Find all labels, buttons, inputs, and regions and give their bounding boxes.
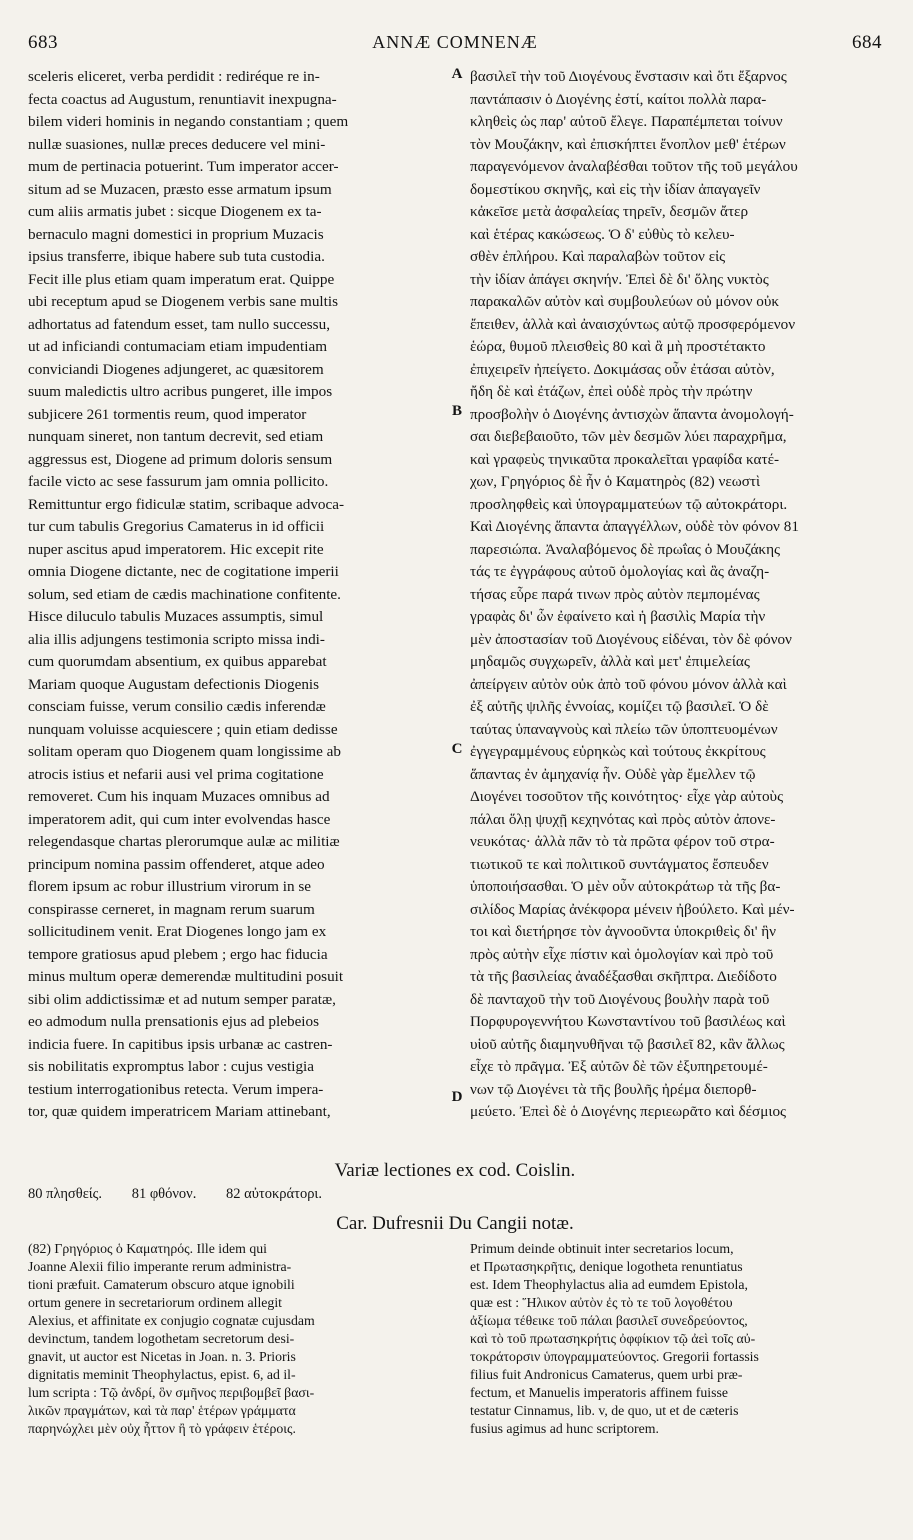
latin-text-line: bilem videri hominis in negando constantiam ; quem — [28, 113, 349, 130]
latin-text-line: Fecit ille plus etiam quam imperatum erat. Quippe — [28, 270, 335, 288]
latin-text-line: suum maledictis ultro acribus pungeret, ille impos — [28, 383, 333, 400]
note-line: Primum deinde obtinuit inter secretarios locum, — [470, 1241, 734, 1256]
greek-text-column — [470, 66, 882, 1156]
note-line: tioni præfuit. Camaterum obscuro atque ignobili — [28, 1277, 295, 1292]
greek-text-line: σαι διεβεβαιοῦτο, τῶν μὲν δεσμῶν λύει παραχρῆμα, — [470, 428, 787, 445]
section-marker-b: B — [451, 403, 462, 419]
greek-text-line: νων τῷ Διογένει τὰ τῆς βουλῆς ἠρέμα διεπορθ- — [470, 1080, 757, 1098]
greek-text-line: κἀκεῖσε μετὰ ἀσφαλείας τηρεῖν, δεσμῶν ἄτερ — [470, 203, 749, 220]
greek-text-line: Καὶ Διογένης ἅπαντα ἀπαγγέλλων, οὐδὲ τὸν φόνον 81 — [470, 518, 799, 535]
greek-text-line: ἀπείργειν αὐτὸν οὐκ ἀπὸ τοῦ φόνου μόνον ἀλλὰ καὶ — [470, 675, 787, 693]
latin-text-line: removeret. Cum his inquam Muzaces omnibus ad — [28, 788, 330, 805]
latin-text-line: cum aliis armatis jubet : sicque Diogenem ex ta- — [28, 203, 322, 220]
note-line: et Πρωτασηκρῆτις, denique logotheta renuntiatus — [470, 1259, 743, 1274]
latin-text-line: imperatorem adit, qui cum inter evolvendas hasce — [28, 810, 331, 828]
greek-text-line: παραγενόμενον ἀναλαβέσθαι τοῦτον τῆς τοῦ μεγάλου — [470, 158, 798, 175]
page-number-right: 684 — [851, 32, 882, 53]
greek-text-line: βασιλεῖ τὴν τοῦ Διογένους ἔνστασιν καὶ ὅτι ἔξαρνος — [470, 68, 787, 85]
latin-text-line: aggressus est, Diogene ad primum doloris sensum — [28, 450, 333, 468]
latin-text-line: bernaculo magni domestici in proprium Muzacis — [28, 225, 324, 243]
greek-text-line: νευκότας· ἀλλὰ πᾶν τὸ τὰ πρῶτα φέρον τοῦ στρα- — [470, 833, 775, 850]
latin-text-line: atrocis istius et nefarii ausi vel prima cogitatione — [28, 765, 324, 783]
latin-text-line: indicia fuere. In capitibus ipsis urbanæ ac castren- — [28, 1035, 333, 1053]
latin-text-line: nunquam sineret, non tantum decrevit, sed etiam — [28, 428, 324, 445]
note-line: (82) Γρηγόριος ὁ Καματηρός. Ille idem qui — [28, 1241, 267, 1256]
greek-text-line: καὶ γραφεὺς τηνικαῦτα προκαλεῖται γραφίδα κατέ- — [470, 450, 780, 468]
latin-text-line: solum, sed etiam de cædis machinatione confitente. — [28, 585, 341, 603]
note-line: ortum genere in secretariorum ordinem allegit — [28, 1295, 282, 1310]
greek-text-line: τοι καὶ διετήρησε τὸν ἀγνοοῦντα ὑποκριθεὶς δι' ἣν — [470, 923, 777, 940]
notes-left-column — [28, 1240, 448, 1480]
latin-text-line: relegendasque chartas plerorumque aulæ ac militiæ — [28, 833, 340, 850]
note-line: καὶ τὸ τοῦ πρωτασηκρήτις ὀφφίκιον τῷ ἀεὶ τοῖς αὐ- — [470, 1331, 756, 1346]
latin-text-line: solitam operam quo Diogenem quam longissime ab — [28, 743, 341, 760]
running-title: ANNÆ COMNENÆ — [372, 32, 538, 52]
greek-text-line: ὑποποιήσασθαι. Ὁ μὲν οὖν αὐτοκράτωρ τὰ τῆς βα- — [470, 878, 781, 895]
latin-text-line: Remittuntur ergo fidiculæ statim, scribaque advoca- — [28, 495, 345, 513]
latin-text-line: nunquam voluisse acquiescere ; quin etiam dedisse — [28, 720, 338, 738]
latin-text-line: sollicitudinem venit. Erat Diogenes longo jam ex — [28, 923, 327, 940]
greek-text-line: προσληφθεὶς καὶ ὑπογραμματεύων τῷ αὐτοκράτορι. — [470, 495, 788, 513]
greek-text-line: τιωτικοῦ τε καὶ πολιτικοῦ συντάγματος ἔσπευδεν — [470, 855, 769, 873]
note-line: Alexius, et affinitate ex conjugio cognatæ cujusdam — [28, 1313, 315, 1328]
greek-text-line: ἐξ αὐτῆς ψιλῆς ἐννοίας, κομίζει τῷ βασιλεῖ. Ὁ δὲ — [470, 698, 769, 715]
greek-text-line: τὸν Μουζάκην, καὶ ἐπισκήπτει ἔνοπλον μεθ' ἑτέρων — [470, 135, 786, 153]
latin-text-line: testium interrogationibus retecta. Verum impera- — [28, 1080, 324, 1098]
latin-text-line: ubi receptum apud se Diogenem verbis sane multis — [28, 293, 339, 310]
latin-text-line: subjicere 261 tormentis reum, quod imperator — [28, 405, 307, 423]
note-line: λικῶν πραγμάτων, καὶ τὰ παρ' ἑτέρων γράμματα — [28, 1403, 296, 1418]
greek-text-line: δομεστίκου σκηνῆς, καὶ εἰς τὴν ἰδίαν ἀπαγαγεῖν — [470, 180, 761, 198]
greek-text-line: Πορφυρογεννήτου Κωνσταντίνου τοῦ βασιλέως καὶ — [470, 1013, 786, 1030]
note-line: filius fuit Andronicus Camaterus, quem urbi præ- — [470, 1367, 743, 1382]
latin-text-line: florem ipsum ac robur illustrium virorum in se — [28, 878, 312, 895]
note-line: lum scripta : Τῷ ἀνδρί, ὃν σμῆνος περιβομβεῖ βασι- — [28, 1385, 315, 1400]
greek-text-line: ἑώρα, θυμοῦ πλεισθεὶς 80 καὶ ἃ μὴ προστέτακτο — [470, 338, 766, 355]
notes-right-column — [470, 1240, 882, 1480]
latin-text-line: Hisce diluculo tabulis Muzaces assumptis, simul — [28, 608, 324, 625]
greek-text-line: πάλαι ὅλῃ ψυχῇ κεχηνότας καὶ πρὸς αὐτὸν ἀπονε- — [470, 810, 776, 828]
latin-text-line: mum de pertinacia potuerint. Tum imperator accer- — [28, 158, 339, 175]
latin-text-line: nuper ascitus apud imperatorem. Hic excepit rite — [28, 540, 324, 558]
greek-text-line: μὲν ἀποστασίαν τοῦ Διογένους εἰδέναι, τὸν δὲ φόνον — [470, 630, 792, 648]
greek-text-line: γραφὰς δι' ὧν ἐφαίνετο καὶ ἡ βασιλὶς Μαρία τὴν — [470, 608, 766, 625]
note-line: ἀξίωμα τέθεικε τοῦ πάλαι βασιλεῖ συνεδρεύοντος, — [470, 1313, 748, 1328]
note-line: dignitatis meminit Theophylactus, epist. 6, ad il- — [28, 1367, 296, 1382]
latin-text-line: principum nomina passim offenderet, atque adeo — [28, 855, 325, 873]
notes-heading: Car. Dufresnii Du Cangii notæ. — [336, 1213, 574, 1234]
page-number-left: 683 — [28, 32, 58, 53]
greek-text-line: χων, Γρηγόριος δὲ ἦν ὁ Καματηρὸς (82) νεωστὶ — [470, 473, 761, 490]
latin-text-line: ipsius transferre, ibique habere sub tuta custodia. — [28, 248, 325, 265]
latin-text-line: tor, quæ quidem imperatricem Mariam attinebant, — [28, 1103, 331, 1120]
section-marker-a: A — [451, 66, 463, 82]
greek-text-line: κληθεὶς ὡς παρ' αὐτοῦ ἔλεγε. Παραπέμπεται τοίνυν — [470, 113, 783, 130]
section-marker-d: D — [451, 1089, 463, 1105]
note-line: est. Idem Theophylactus alia ad eumdem Epistola, — [470, 1277, 748, 1292]
greek-text-line: ἤδη δὲ καὶ ἐτάζων, ἐπεὶ οὐδὲ πρὸς τὴν πρώτην — [470, 383, 753, 400]
latin-text-line: fecta coactus ad Augustum, renuntiavit inexpugna- — [28, 90, 337, 108]
greek-text-line: σθὲν ἐπλήρου. Καὶ παραλαβὼν τοῦτον εἰς — [470, 248, 726, 265]
greek-text-line: εἶχε τὸ πρᾶγμα. Ἐξ αὐτῶν δὲ τῶν ἐξυπηρετουμέ- — [470, 1058, 768, 1075]
greek-text-line: καὶ ἑτέρας κακώσεως. Ὁ δ' εὐθὺς τὸ κελευ- — [470, 225, 735, 243]
latin-text-line: tempore gratiosus apud plebem ; ergo hac fiducia — [28, 945, 328, 963]
note-line: testatur Cinnamus, lib. v, de quo, ut et de cæteris — [470, 1403, 739, 1418]
latin-text-line: cum quorumdam absentium, ex quibus apparebat — [28, 653, 327, 670]
note-line: devinctum, tandem logothetam secretorum desi- — [28, 1331, 295, 1346]
section-marker-c: C — [451, 741, 463, 757]
greek-text-line: ἐγγεγραμμένους εὑρηκὼς καὶ τούτους ἐκκρίτους — [470, 743, 766, 760]
latin-text-line: alia illis adjungens testimonia scripto missa indi- — [28, 630, 325, 648]
latin-text-line: nullæ suasiones, nullæ preces deducere vel mini- — [28, 135, 326, 153]
greek-text-line: πρὸς αὐτὴν εἶχε πίστιν καὶ ὁμολογίαν καὶ πρὸ τοῦ — [470, 945, 774, 963]
latin-text-line: facile victo ac sese fassurum jam omnia pollicito. — [28, 473, 329, 490]
greek-text-line: ἔπειθεν, ἀλλὰ καὶ ἀναισχύντως αὐτῷ προσφερόμενον — [470, 315, 796, 333]
note-line: παρηνώχλει μὲν οὐχ ἧττον ἢ τὸ γράφειν ἑτέροις. — [28, 1421, 296, 1436]
latin-text-line: eo admodum nulla prensationis ejus ad plebeios — [28, 1013, 320, 1030]
note-line: gnavit, ut auctor est Nicetas in Joan. n. 3. Prioris — [28, 1349, 296, 1364]
greek-text-line: μεύετο. Ἐπεὶ δὲ ὁ Διογένης περιεωρᾶτο καὶ δέσμιος — [470, 1103, 787, 1120]
latin-text-line: Mariam quoque Augustam defectionis Diogenis — [28, 675, 320, 693]
latin-text-line: consciam fuisse, verum consilio cædis inferendæ — [28, 698, 326, 715]
greek-text-line: Διογένει τοσοῦτον τῆς κοινότητος· εἶχε γὰρ αὐτοὺς — [470, 788, 784, 805]
latin-text-column — [28, 66, 444, 1156]
greek-text-line: υἱοῦ αὐτῆς διαμηνυθῆναι τῷ βασιλεῖ 82, κἂν ἄλλως — [470, 1035, 785, 1053]
greek-text-line: τὴν ἰδίαν ἀπάγει σκηνήν. Ἐπεὶ δὲ δι' ὅλης νυκτὸς — [470, 270, 769, 288]
latin-text-line: ut ad inficiandi contumaciam etiam impudentiam — [28, 338, 328, 355]
greek-text-line: παντάπασιν ὁ Διογένης ἐστί, καίτοι πολλὰ παρα- — [470, 90, 767, 108]
note-line: quæ est : Ἥλικον αὐτὸν ἐς τὸ τε τοῦ λογοθέτου — [470, 1295, 733, 1310]
note-line: fusius agimus ad hunc scriptorem. — [470, 1421, 659, 1436]
greek-text-line: ταύτας ὑπαναγνοὺς καὶ πλείω τῶν ὑποπτευομένων — [470, 720, 778, 738]
greek-text-line: παρακαλῶν αὐτὸν καὶ συμβουλεύων οὐ μόνον οὐκ — [470, 293, 780, 310]
variae-lectiones-heading: Variæ lectiones ex cod. Coislin. — [334, 1160, 576, 1181]
greek-text-line: τήσας εὗρε παρά τινων πρὸς αὐτὸν πεμπομένας — [470, 585, 760, 603]
variant-reading: 82 αὐτοκράτορι. — [226, 1186, 322, 1202]
greek-text-line: τὰ τῆς βασιλείας ἀναδέξασθαι σκῆπτρα. Διεδίδοτο — [470, 968, 777, 985]
greek-text-line: σιλίδος Μαρίας ἀνέκφορα μένειν ἠβούλετο. Καὶ μέν- — [470, 900, 795, 918]
latin-text-line: sceleris eliceret, verba perdidit : rediréque re in- — [28, 68, 320, 85]
greek-text-line: ἅπαντας ἐν ἀμηχανίᾳ ἦν. Οὐδὲ γὰρ ἔμελλεν τῷ — [470, 765, 756, 783]
latin-text-line: situm ad se Muzacen, præsto esse armatum ipsum — [28, 180, 332, 198]
greek-text-line: προσβολὴν ὁ Διογένης ἀντισχὼν ἅπαντα ἀνομολογή- — [470, 405, 794, 423]
greek-text-line: δὲ πανταχοῦ τὴν τοῦ Διογένους βουλὴν παρὰ τοῦ — [470, 990, 770, 1008]
note-line: τοκράτορσιν ὑπογραμματεύοντος. Gregorii fortassis — [470, 1349, 759, 1364]
latin-text-line: minus multum operæ demerendæ multitudini posuit — [28, 968, 344, 985]
greek-text-line: ἐπιχειρεῖν ἠπείγετο. Δοκιμάσας οὖν ἐτάσαι αὐτὸν, — [470, 360, 775, 378]
latin-text-line: omnia Diogene dictante, nec de cogitatione imperii — [28, 563, 339, 580]
greek-text-line: μηδαμῶς συγχωρεῖν, ἀλλὰ καὶ μετ' ἐπιμελείας — [470, 653, 750, 670]
latin-text-line: tur cum tabulis Gregorius Camaterus in id officii — [28, 518, 325, 535]
greek-text-line: παρεσιώπα. Ἀναλαβόμενος δὲ πρωΐας ὁ Μουζάκης — [470, 540, 781, 558]
latin-text-line: sis nobilitatis expromptus labor : cujus vestigia — [28, 1058, 315, 1075]
variant-reading: 80 πλησθείς. — [28, 1186, 103, 1202]
latin-text-line: conspirasse cerneret, in magnam rerum suarum — [28, 900, 315, 918]
latin-text-line: conviciandi Diogenes adjungeret, ac quæsitorem — [28, 360, 324, 378]
page-header — [28, 32, 882, 58]
latin-text-line: sibi olim addictissimæ et ad nutum semper paratæ, — [28, 990, 336, 1008]
variant-reading: 81 φθόνον. — [131, 1186, 197, 1202]
variae-lectiones-list — [28, 1186, 882, 1203]
greek-text-line: τάς τε ἐγγράφους αὐτοῦ ὁμολογίας καὶ ἃς ἀναζη- — [470, 563, 770, 580]
note-line: Joanne Alexii filio imperante rerum administra- — [28, 1259, 292, 1274]
latin-text-line: adhortatus ad fatendum esset, tam nullo successu, — [28, 315, 330, 333]
note-line: fectum, et Manuelis imperatoris affinem fuisse — [470, 1385, 728, 1400]
